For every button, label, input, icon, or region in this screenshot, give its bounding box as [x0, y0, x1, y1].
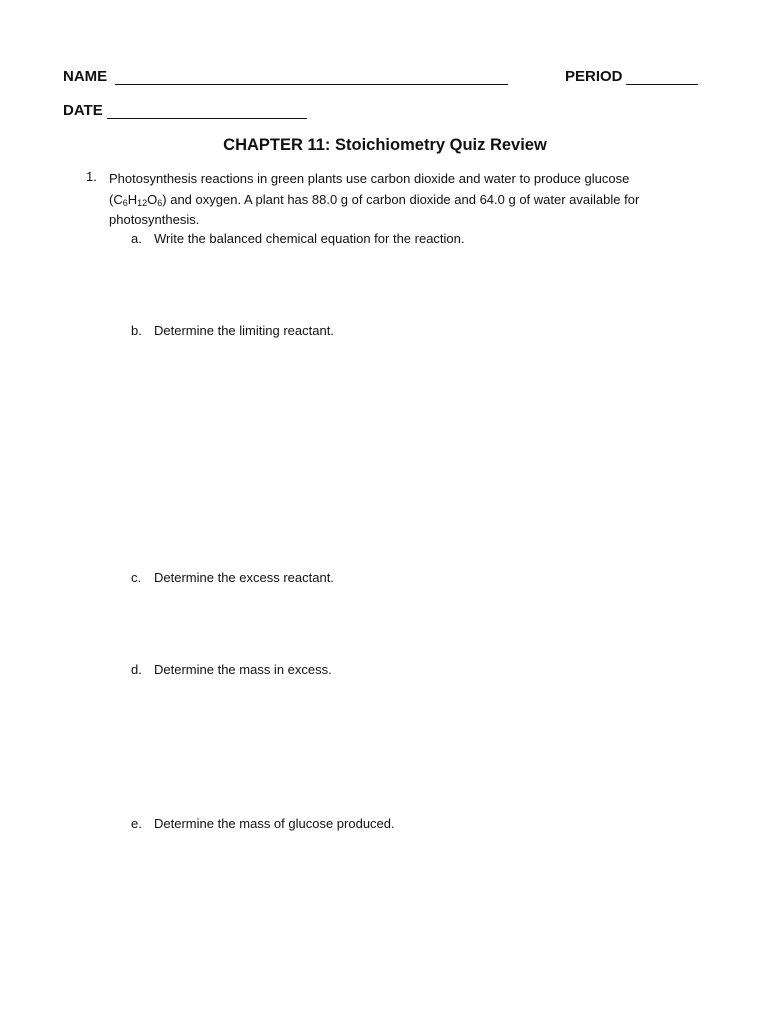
question-text — [109, 169, 689, 231]
part-c-text: Determine the excess reactant. — [154, 570, 334, 585]
formula-h: H — [127, 191, 138, 207]
formula-o: O — [147, 191, 158, 207]
date-blank-line — [107, 118, 307, 119]
question-text-before: Photosynthesis reactions in green plants use carbon dioxide and water to produce glucose (C — [109, 171, 630, 207]
part-b-text: Determine the limiting reactant. — [154, 323, 334, 338]
period-label: PERIOD — [565, 68, 623, 85]
formula-c-subscript: 6 — [122, 197, 128, 208]
formula-o-subscript: 6 — [157, 197, 163, 208]
question-text-after: ) and oxygen. A plant has 88.0 g of carbon dioxide and 64.0 g of water available for photosynthesis. — [109, 191, 640, 227]
part-e-letter: e. — [131, 816, 142, 831]
name-blank-line — [115, 84, 508, 85]
question-number: 1. — [86, 169, 97, 184]
part-d-text: Determine the mass in excess. — [154, 662, 332, 677]
part-d-letter: d. — [131, 662, 142, 677]
name-label: NAME — [63, 68, 108, 85]
date-label: DATE — [63, 102, 103, 119]
part-c-letter: c. — [131, 570, 142, 585]
formula-h-subscript: 12 — [137, 197, 148, 208]
period-blank-line — [626, 84, 698, 85]
part-a-text: Write the balanced chemical equation for the reaction. — [154, 231, 465, 246]
part-e-text: Determine the mass of glucose produced. — [154, 816, 395, 831]
part-a-letter: a. — [131, 231, 142, 246]
page-title: CHAPTER 11: Stoichiometry Quiz Review — [223, 136, 547, 154]
part-b-letter: b. — [131, 323, 142, 338]
